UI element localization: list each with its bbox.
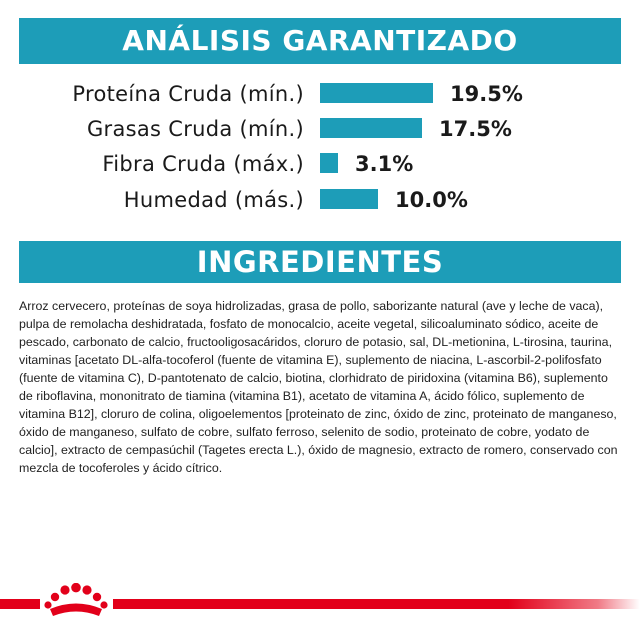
footer-red-line-left [0,599,40,609]
nutrient-value: 19.5% [450,82,523,106]
royal-canin-crown-icon [41,583,111,619]
nutrient-label: Proteína Cruda (mín.) [72,82,304,106]
nutrient-label: Grasas Cruda (mín.) [86,117,304,141]
nutrient-label: Humedad (más.) [123,188,304,212]
ingredients-title: INGREDIENTES [196,245,444,279]
nutrient-bar [320,189,378,209]
nutrient-row-fiber [0,149,640,179]
ingredients-banner [19,241,621,283]
nutrient-row-moisture [0,185,640,215]
nutrient-bar [320,83,433,103]
nutrient-row-protein [0,79,640,109]
nutrient-bar [320,153,338,173]
analysis-title: ANÁLISIS GARANTIZADO [122,24,518,57]
analysis-banner [19,18,621,64]
nutrient-value: 10.0% [395,188,468,212]
ingredients-text: Arroz cervecero, proteínas de soya hidrolizadas, grasa de pollo, saborizante natural (ave y leche de vaca), pulpa de remolacha deshidratada, fosfato de monocalcio, aceite vegetal, silicoaluminato sódico, aceite de pescado, carbonato de calcio, fructooligosacáridos, cloruro de potasio, sal, DL-metionina, L-tirosina, taurina, vitaminas [acetato DL-alfa-tocoferol (fuente de vitamina E), suplemento de niacina, L-ascorbil-2-polifosfato (fuente de vitamina C), D-pantotenato de calcio, biotina, clorhidrato de piridoxina (vitamina B6), suplemento de riboflavina, mononitrato de tiamina (vitamina B1), acetato de vitamina A, ácido fólico, suplemento de vitamina B12], cloruro de colina, oligoelementos [proteinato de zinc, óxido de zinc, proteinato de manganeso, óxido de manganeso, sulfato de cobre, sulfato ferroso, selenito de sodio, proteinato de cobre, yodato de calcio], extracto de cempasúchil (Tagetes erecta L.), óxido de magnesio, extracto de romero, conservado con mezcla de tocoferoles y ácido cítrico. [19,299,618,475]
nutrient-bar [320,118,422,138]
nutrient-row-fat [0,114,640,144]
nutrient-label: Fibra Cruda (máx.) [102,152,304,176]
nutrient-value: 17.5% [439,117,512,141]
nutrient-value: 3.1% [355,152,414,176]
footer-red-line-right [113,599,640,609]
